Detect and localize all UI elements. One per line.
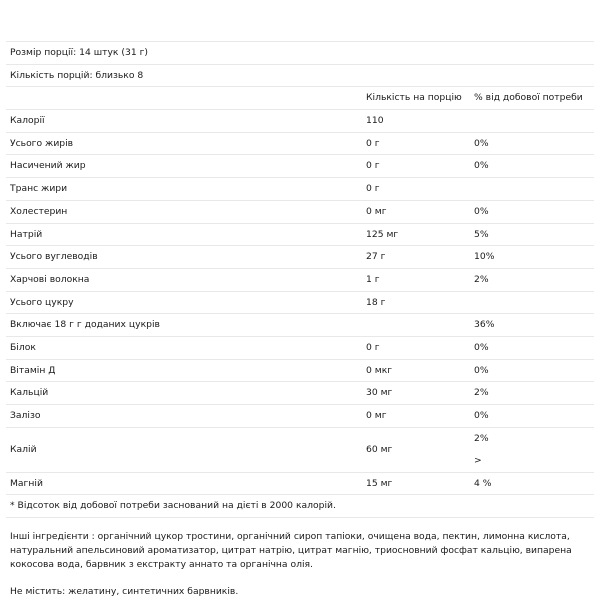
nutrient-row xyxy=(6,110,594,133)
nutrient-row xyxy=(6,246,594,269)
nutrient-daily-value: 0% xyxy=(474,364,489,376)
nutrient-daily-value: 2% xyxy=(474,273,489,285)
nutrient-row xyxy=(6,133,594,156)
nutrient-amount: 60 мг xyxy=(366,443,393,455)
ingredients-text: Інші інгредієнти : органічний цукор тростини, органічний сироп тапіоки, очищена вода, пектин, лимонна кислота, натуральний апельсиновий ароматизатор, цитрат натрію, цитрат магнію, триосновний фосфат кальцію, випарена кокосова вода, барвник з екстракту аннато та органічна олія. xyxy=(10,531,572,571)
nutrient-name: Транс жири xyxy=(10,183,68,195)
nutrient-daily-value: 4 % xyxy=(474,477,492,489)
nutrient-amount: 0 мкг xyxy=(366,364,393,376)
nutrient-name: Калій xyxy=(10,443,37,455)
nutrient-row xyxy=(6,269,594,292)
nutrient-amount: 0 г xyxy=(366,183,380,195)
nutrient-amount: 15 мг xyxy=(366,477,393,489)
nutrient-row xyxy=(6,224,594,247)
nutrient-name: Усього вуглеводів xyxy=(10,251,98,263)
nutrient-daily-value: 10% xyxy=(474,251,495,263)
nutrient-amount: 0 г xyxy=(366,341,380,353)
nutrient-daily-value: 36% xyxy=(474,319,495,331)
nutrient-name: Харчові волокна xyxy=(10,273,90,285)
nutrient-name: Включає 18 г г доданих цукрів xyxy=(10,319,160,331)
nutrient-row xyxy=(6,292,594,315)
nutrient-amount: 0 мг xyxy=(366,205,387,217)
nutrient-name: Насичений жир xyxy=(10,160,86,172)
nutrient-name: Кальцій xyxy=(10,387,49,399)
nutrient-amount: 0 мг xyxy=(366,410,387,421)
nutrient-name: Усього цукру xyxy=(10,296,74,308)
serving-size-text: Розмір порції: 14 штук (31 г) xyxy=(10,47,149,58)
nutrient-daily-value: 2% xyxy=(474,387,489,399)
nutrient-amount: 110 xyxy=(366,115,384,127)
nutrient-amount: 0 г xyxy=(366,160,380,172)
nutrient-amount: 30 мг xyxy=(366,387,393,399)
daily-value-header: % від добової потреби xyxy=(474,92,583,104)
serving-size-row xyxy=(6,41,594,65)
servings-count-row xyxy=(6,65,594,88)
nutrient-name: Магній xyxy=(10,477,43,489)
nutrient-name: Білок xyxy=(10,341,36,353)
nutrient-daily-extra: > xyxy=(474,454,482,466)
nutrient-row xyxy=(6,405,594,428)
amount-per-serving-header: Кількість на порцію xyxy=(366,92,462,104)
nutrient-name: Усього жирів xyxy=(10,137,74,149)
nutrient-daily-value: 0% xyxy=(474,205,489,217)
nutrient-row xyxy=(6,428,594,473)
nutrient-name: Калорії xyxy=(10,115,45,127)
nutrient-amount: 0 г xyxy=(366,137,380,149)
nutrient-name: Холестерин xyxy=(10,205,68,217)
nutrient-row xyxy=(6,178,594,201)
nutrient-amount: 125 мг xyxy=(366,228,399,240)
daily-value-footnote: * Відсоток від добової потреби заснований на дієті в 2000 калорій. xyxy=(6,495,594,518)
nutrient-amount: 27 г xyxy=(366,251,386,263)
nutrient-daily-value: 0% xyxy=(474,160,489,172)
nutrient-name: Вітамін Д xyxy=(10,364,56,376)
nutrient-row xyxy=(6,201,594,224)
nutrient-daily-value: 5% xyxy=(474,228,489,240)
nutrient-row xyxy=(6,155,594,178)
nutrient-row xyxy=(6,314,594,337)
nutrient-row xyxy=(6,337,594,360)
nutrient-daily-value: 0% xyxy=(474,410,489,421)
servings-count-text: Кількість порцій: близько 8 xyxy=(10,69,144,81)
nutrient-row xyxy=(6,382,594,405)
nutrient-amount: 1 г xyxy=(366,273,380,285)
nutrient-row xyxy=(6,360,594,383)
nutrient-row xyxy=(6,473,594,496)
nutrient-daily-value: 0% xyxy=(474,137,489,149)
nutrient-name: Залізо xyxy=(10,410,41,421)
nutrient-name: Натрій xyxy=(10,228,43,240)
not-contains-text: Не містить: желатину, синтетичних барвників. xyxy=(10,586,239,598)
nutrient-daily-value: 2% xyxy=(474,432,489,444)
table-header-row xyxy=(6,87,594,110)
nutrition-facts-panel xyxy=(6,41,594,599)
nutrient-amount: 18 г xyxy=(366,296,386,308)
nutrient-daily-value: 0% xyxy=(474,341,489,353)
